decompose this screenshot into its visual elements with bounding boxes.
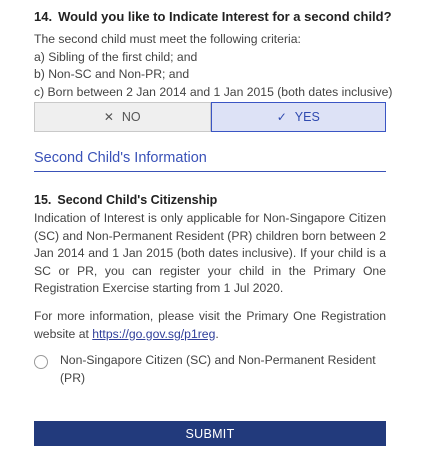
criteria-item: b) Non-SC and Non-PR; and bbox=[34, 67, 190, 81]
close-icon: ✕ bbox=[103, 110, 114, 124]
criteria-list bbox=[34, 31, 399, 101]
no-button[interactable] bbox=[35, 103, 211, 131]
yes-label: YES bbox=[294, 110, 320, 124]
registration-link[interactable]: https://go.gov.sg/p1reg bbox=[92, 326, 216, 341]
submit-button[interactable]: SUBMIT bbox=[34, 421, 386, 446]
radio-button[interactable] bbox=[34, 355, 48, 369]
info-text: For more information, please visit the Primary One Registration website at bbox=[34, 309, 386, 341]
question-number: 15. bbox=[34, 193, 52, 207]
criteria-item: a) Sibling of the first child; and bbox=[34, 49, 198, 64]
section-title: Second Child's Information bbox=[34, 150, 386, 172]
check-icon: ✓ bbox=[276, 110, 287, 124]
info-text-end: . bbox=[215, 326, 219, 341]
yes-no-toggle bbox=[34, 102, 386, 132]
question-text: Second Child's Citizenship bbox=[57, 193, 218, 207]
question-14-title bbox=[34, 9, 399, 24]
radio-label: Non-Singapore Citizen (SC) and Non-Permanent Resident (PR) bbox=[60, 353, 376, 385]
yes-button[interactable] bbox=[211, 102, 387, 132]
question-text: Would you like to Indicate Interest for a second child? bbox=[58, 9, 392, 24]
info-paragraph bbox=[34, 308, 386, 343]
no-label: NO bbox=[121, 110, 141, 124]
eligibility-paragraph: Indication of Interest is only applicable for Non-Singapore Citizen (SC) and Non-Permanent Resident (PR) children born between 2 Jan 2014 and 1 Jan 2015 (both dates inclusive). If your child is a SC or PR, you can register your child in the Primary One Registration Exercise starting from 1 Jul 2020. bbox=[34, 211, 386, 295]
question-number: 14. bbox=[34, 9, 53, 24]
question-15-title bbox=[34, 193, 399, 207]
criteria-item: c) Born between 2 Jan 2014 and 1 Jan 2015 (both dates inclusive) bbox=[34, 84, 393, 99]
criteria-intro: The second child must meet the following criteria: bbox=[34, 32, 301, 46]
citizenship-option[interactable] bbox=[34, 352, 386, 387]
